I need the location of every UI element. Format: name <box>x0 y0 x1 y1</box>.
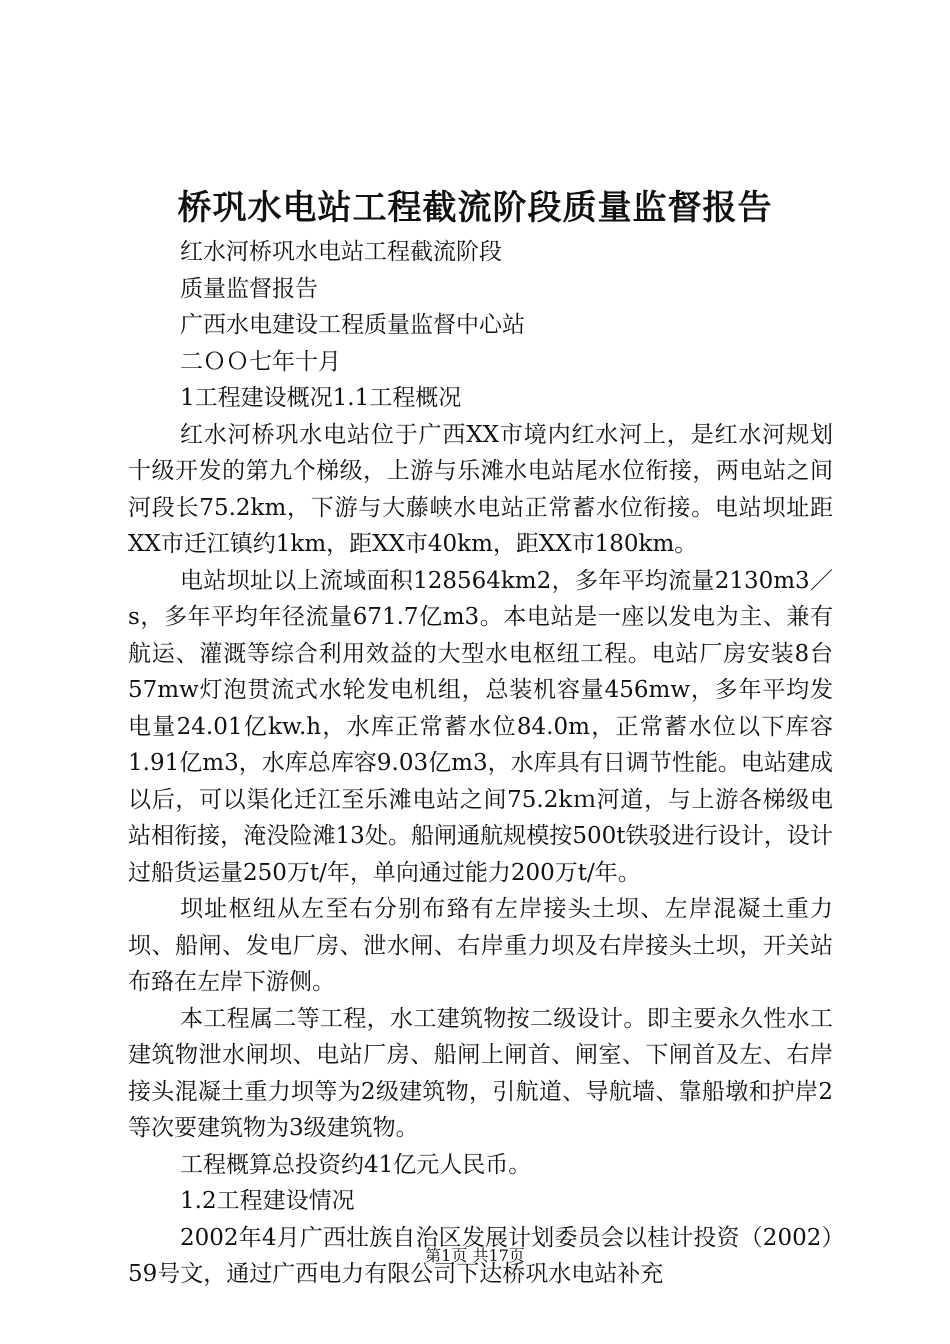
document-title: 桥巩水电站工程截流阶段质量监督报告 <box>177 188 773 228</box>
paragraph-layout: 坝址枢纽从左至右分别布臵有左岸接头土坝、左岸混凝土重力坝、船闸、发电厂房、泄水闸、右岸重力坝及右岸接头土坝，开关站布臵在左岸下游侧。 <box>128 896 833 995</box>
paragraph-investment: 工程概算总投资约41亿元人民币。 <box>180 1151 532 1178</box>
paragraph-hydrology: 电站坝址以上流域面积128564km2，多年平均流量2130m3／s，多年平均年径流量671.7亿m3。本电站是一座以发电为主、兼有航运、灌溉等综合利用效益的大型水电枢纽工程。电站厂房安装8台57mw灯泡贯流式水轮发电机组，总装机容量456mw，多年平均发电量24.01亿kw.h，水库正常蓄水位84.0m，正常蓄水位以下库容1.91亿m3，水库总库容9.03亿m3，水库具有日调节性能。电站建成以后，可以渠化迁江至乐滩电站之间75.2kｍ河道，与上游各梯级电站相衔接，淹没险滩13处。船闸通航规模按500t铁驳进行设计，设计过船货运量250万t/年，单向通过能力200万t/年。 <box>128 567 833 886</box>
header-line-report-type: 质量监督报告 <box>180 275 318 302</box>
paragraph-construction: 2002年4月广西壮族自治区发展计划委员会以桂计投资（2002）59号文，通过广西电力有限公司下达桥巩水电站补充 <box>128 1224 833 1287</box>
section-heading-1: 1工程建设概况1.1工程概况 <box>180 385 462 411</box>
paragraph-classification: 本工程属二等工程，水工建筑物按二级设计。即主要永久性水工建筑物泄水闸坝、电站厂房、船闸上闸首、闸室、下闸首及左、右岸接头混凝土重力坝等为2级建筑物，引航道、导航墙、靠船墩和护岸2等次要建筑物为3级建筑物。 <box>128 1005 833 1141</box>
section-heading-1-2: 1.2工程建设情况 <box>180 1188 355 1214</box>
header-line-date: 二ＯＯ七年十月 <box>180 348 341 375</box>
header-line-organization: 广西水电建设工程质量监督中心站 <box>180 312 525 338</box>
page-footer: 第1页 共17页 <box>425 1246 525 1265</box>
header-line-subject: 红水河桥巩水电站工程截流阶段 <box>180 239 502 265</box>
paragraph-location: 红水河桥巩水电站位于广西XX市境内红水河上，是红水河规划十级开发的第九个梯级，上游与乐滩水电站尾水位衔接，两电站之间河段长75.2km，下游与大藤峡水电站正常蓄水位衔接。电站坝址距XX市迁江镇约1km，距XX市40km，距XX市180km。 <box>128 421 833 557</box>
document-body <box>128 234 833 1293</box>
